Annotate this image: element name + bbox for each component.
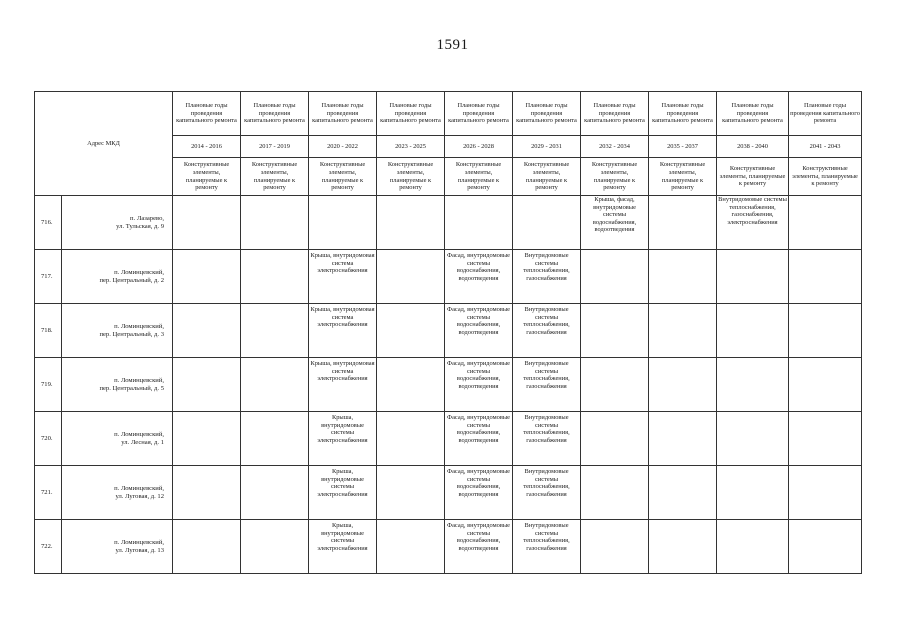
work-cell (377, 520, 445, 574)
page-number: 1591 (436, 37, 469, 53)
period-header: 2014 - 2016 (173, 136, 241, 158)
planned-years-header: Плановые годы проведения капитального ремонта (581, 92, 649, 136)
work-cell (377, 466, 445, 520)
table-row (35, 250, 862, 304)
row-number: 721. (35, 466, 62, 520)
work-cell (309, 196, 377, 250)
work-cell (649, 412, 717, 466)
work-cell: Крыша, внутридомовые системы электроснабжения (309, 412, 377, 466)
work-cell (717, 358, 789, 412)
work-cell (789, 412, 862, 466)
period-header: 2032 - 2034 (581, 136, 649, 158)
address-cell: п. Ломинцевский, ул. Луговая, д. 12 (62, 466, 173, 520)
work-cell (241, 250, 309, 304)
address-cell: п. Ломинцевский, пер. Центральный, д. 2 (62, 250, 173, 304)
work-cell (241, 304, 309, 358)
work-cell (789, 250, 862, 304)
work-cell (377, 196, 445, 250)
address-cell: п. Лазарево, ул. Тульская, д. 9 (62, 196, 173, 250)
elements-header: Конструктивные элементы, планируемые к ремонту (581, 158, 649, 196)
work-cell (649, 466, 717, 520)
work-cell: Внутридомовые системы теплоснабжения, газоснабжения (513, 466, 581, 520)
work-cell (377, 304, 445, 358)
table-row (35, 412, 862, 466)
work-cell (581, 358, 649, 412)
work-cell (649, 304, 717, 358)
period-header: 2020 - 2022 (309, 136, 377, 158)
elements-header: Конструктивные элементы, планируемые к ремонту (309, 158, 377, 196)
planned-years-header: Плановые годы проведения капитального ремонта (377, 92, 445, 136)
table-row (35, 304, 862, 358)
work-cell (649, 250, 717, 304)
work-cell (173, 520, 241, 574)
work-cell: Крыша, внутридомовая система электроснабжения (309, 304, 377, 358)
capital-repair-schedule-table (34, 91, 862, 574)
work-cell: Крыша, фасад, внутридомовые системы водоснабжения, водоотведения (581, 196, 649, 250)
work-cell (173, 358, 241, 412)
work-cell (581, 466, 649, 520)
table-row (35, 520, 862, 574)
elements-header: Конструктивные элементы, планируемые к ремонту (513, 158, 581, 196)
period-header: 2041 - 2043 (789, 136, 862, 158)
work-cell: Внутридомовые системы теплоснабжения, газоснабжения (513, 250, 581, 304)
work-cell (789, 196, 862, 250)
work-cell (173, 304, 241, 358)
work-cell (241, 358, 309, 412)
work-cell: Внутридомовые системы теплоснабжения, газоснабжения (513, 304, 581, 358)
planned-years-header: Плановые годы проведения капитального ремонта (717, 92, 789, 136)
work-cell (173, 196, 241, 250)
work-cell: Крыша, внутридомовые системы электроснабжения (309, 520, 377, 574)
address-cell: п. Ломинцевский, пер. Центральный, д. 3 (62, 304, 173, 358)
work-cell (173, 466, 241, 520)
elements-header: Конструктивные элементы, планируемые к ремонту (717, 158, 789, 196)
work-cell (513, 196, 581, 250)
work-cell (173, 412, 241, 466)
work-cell (377, 358, 445, 412)
work-cell (581, 412, 649, 466)
work-cell (173, 250, 241, 304)
work-cell (649, 196, 717, 250)
work-cell (581, 520, 649, 574)
elements-header: Конструктивные элементы, планируемые к ремонту (445, 158, 513, 196)
work-cell (649, 358, 717, 412)
elements-header: Конструктивные элементы, планируемые к ремонту (377, 158, 445, 196)
planned-years-header: Плановые годы проведения капитального ремонта (649, 92, 717, 136)
work-cell (717, 520, 789, 574)
elements-header: Конструктивные элементы, планируемые к ремонту (241, 158, 309, 196)
work-cell (241, 412, 309, 466)
table-row (35, 196, 862, 250)
row-number: 717. (35, 250, 62, 304)
period-header: 2023 - 2025 (377, 136, 445, 158)
work-cell: Фасад, внутридомовые системы водоснабжения, водоотведения (445, 520, 513, 574)
work-cell (241, 466, 309, 520)
row-number: 720. (35, 412, 62, 466)
work-cell (717, 304, 789, 358)
work-cell (377, 250, 445, 304)
planned-years-header: Плановые годы проведения капитального ремонта (789, 92, 862, 136)
work-cell: Фасад, внутридомовые системы водоснабжения, водоотведения (445, 358, 513, 412)
elements-header: Конструктивные элементы, планируемые к ремонту (789, 158, 862, 196)
planned-years-header: Плановые годы проведения капитального ремонта (241, 92, 309, 136)
table-row (35, 358, 862, 412)
work-cell (717, 250, 789, 304)
address-cell: п. Ломинцевский, пер. Центральный, д. 5 (62, 358, 173, 412)
work-cell (789, 520, 862, 574)
work-cell: Фасад, внутридомовые системы водоснабжения, водоотведения (445, 304, 513, 358)
planned-years-header: Плановые годы проведения капитального ремонта (173, 92, 241, 136)
address-cell: п. Ломинцевский, ул. Лесная, д. 1 (62, 412, 173, 466)
header-row-planned-years (35, 92, 862, 136)
address-cell: п. Ломинцевский, ул. Луговая, д. 13 (62, 520, 173, 574)
work-cell: Фасад, внутридомовые системы водоснабжения, водоотведения (445, 412, 513, 466)
period-header: 2029 - 2031 (513, 136, 581, 158)
work-cell (377, 412, 445, 466)
period-header: 2035 - 2037 (649, 136, 717, 158)
work-cell: Внутридомовые системы теплоснабжения, газоснабжения (513, 520, 581, 574)
work-cell (717, 466, 789, 520)
work-cell: Крыша, внутридомовая система электроснабжения (309, 250, 377, 304)
work-cell (717, 412, 789, 466)
work-cell (789, 304, 862, 358)
work-cell: Фасад, внутридомовые системы водоснабжения, водоотведения (445, 466, 513, 520)
work-cell (581, 304, 649, 358)
work-cell (241, 196, 309, 250)
planned-years-header: Плановые годы проведения капитального ремонта (445, 92, 513, 136)
planned-years-header: Плановые годы проведения капитального ремонта (309, 92, 377, 136)
work-cell (789, 466, 862, 520)
period-header: 2026 - 2028 (445, 136, 513, 158)
work-cell (789, 358, 862, 412)
work-cell: Крыша, внутридомовая система электроснабжения (309, 358, 377, 412)
elements-header: Конструктивные элементы, планируемые к ремонту (173, 158, 241, 196)
table-row (35, 466, 862, 520)
row-number: 722. (35, 520, 62, 574)
row-number: 716. (35, 196, 62, 250)
table-body (35, 196, 862, 574)
work-cell: Внутридомовые системы теплоснабжения, газоснабжения (513, 412, 581, 466)
work-cell (581, 250, 649, 304)
period-header: 2017 - 2019 (241, 136, 309, 158)
row-number: 718. (35, 304, 62, 358)
work-cell: Внутридомовые системы теплоснабжения, газоснабжения (513, 358, 581, 412)
work-cell (649, 520, 717, 574)
planned-years-header: Плановые годы проведения капитального ремонта (513, 92, 581, 136)
work-cell (445, 196, 513, 250)
work-cell: Внутридомовые системы теплоснабжения, газоснабжения, электроснабжения (717, 196, 789, 250)
work-cell (241, 520, 309, 574)
row-number: 719. (35, 358, 62, 412)
work-cell: Фасад, внутридомовые системы водоснабжения, водоотведения (445, 250, 513, 304)
work-cell: Крыша, внутридомовые системы электроснабжения (309, 466, 377, 520)
address-header: Адрес МКД (35, 92, 173, 196)
period-header: 2038 - 2040 (717, 136, 789, 158)
elements-header: Конструктивные элементы, планируемые к ремонту (649, 158, 717, 196)
